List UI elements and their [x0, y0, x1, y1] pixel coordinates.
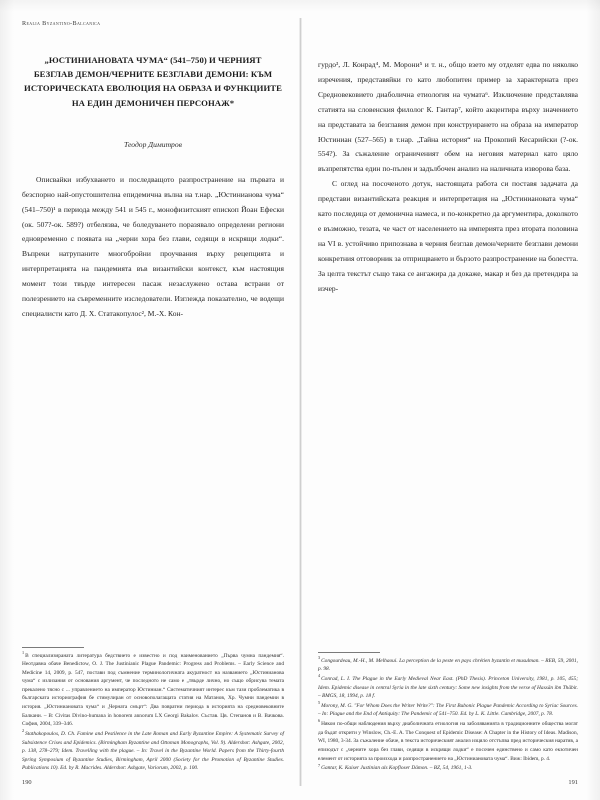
footnote-number: 3 [318, 654, 321, 660]
footnote [318, 675, 578, 701]
paragraph: гурдо³, Л. Конрад⁴, М. Морони⁵ и т. н., общо взето му отделят едва по няколко изречения, представяйки го като любопитен пример за характерната през Средновековието диаболична етиология на чумата⁶. Изключение представлява статията на словенския филолог К. Гантар⁷, който акцентира върху значението на представата за безглавия демон при конструирането на образа на император Юстиниан (527–565) в т.нар. „Тайна история“ на Прокопий Кесарийски (?-ок. 554?). За съжаление ограниченият обем на неговия материал като цяло възпрепятства един по-пълен и задълбочен анализ на наличната изворова база. [318, 60, 578, 174]
footnote [22, 730, 284, 773]
title-line-4: НА ЕДИН ДЕМОНИЧЕН ПЕРСОНАЖ* [71, 97, 235, 108]
right-footnotes-block [318, 652, 578, 790]
footnote-separator-rule [22, 647, 84, 648]
book-gutter [299, 18, 302, 786]
footnote [22, 649, 284, 729]
left-footnotes-block [22, 647, 284, 791]
left-body-text [22, 173, 284, 322]
footnote [318, 702, 578, 719]
footnote-number: 2 [22, 728, 25, 734]
footnote [318, 654, 578, 674]
article-title [22, 53, 284, 110]
footnote-number: 7 [318, 762, 321, 768]
title-line-3: ИСТОРИЧЕСКАТА ЕВОЛЮЦИЯ НА ОБРАЗА И ФУНКЦИИТЕ [24, 83, 282, 94]
footnote-text: Congourdeau, M.-H., M. Melhaoui. La perception de la peste en pays chrétien byzantin et musulman. – REB, 59, 2001, p. 98. [318, 657, 578, 673]
footnote-text: Някои по-общи наблюдения върху диаболичната етиология на заболяванията в традиционните общества могат да бъдат открити у Winslow, Ch.-E. A. The Conquest of Epidemic Disease: A Chapter in the History of Ideas. Madison, WI, 1980, 3-34. За съжаление обаче, в текста историческият анализ изцяло отстъпва пред историческия наратив, а епизодът с „черните хора без глави, седящи в искрящи лодки“ е посочен единствено и само като екзотичен елемент от историята за произхода и разпространението на „Юстиниановата чума“. Виж: Ibidem, p. 4. [318, 721, 578, 762]
footnote-number: 4 [318, 673, 321, 679]
left-footnotes [22, 649, 284, 774]
footnote-text: Stathakopoulos, D. Ch. Famine and Pestilence in the Late Roman and Early Byzantine Empire: A Systematic Survey of Subsistence Crises and Epidemics. (Birmingham Byzantine and Ottoman Monographs, Vol. 9). Aldershot: Ashgate, 2002, p. 138, 278–279; Idem. Travelling with the plague. – In: Travel in the Byzantine World. Papers from the Thirty-fourth Spring Symposium of Byzantine Studies, Birmingham, April 2000 (Society for the Promotion of Byzantine Studies. Publications 10). Ed. by R. Macrides. Aldershot: Ashgate, Variorum, 2002, p. 100. [22, 731, 284, 772]
paragraph: Описвайки избухването и последващото разпространение на първата и безспорно най-опустошителна епидемична вълна на т.нар. „Юстинианова чума“ (541–750)¹ в периода между 541 и 545 г., монофизитският епископ Йоан Ефески (ок. 507?-ок. 589?) отбелязва, че боледуването поразявало определени региони едновременно с появата на „черни хора без глави, седящи в искрящи лодки“. Въпреки натрупаните многобройни проучвания върху рецепцията и интерпретацията на пандемията във византийски контекст, към настоящия момент този твърде интересен пасаж незаслужено остава встрани от полезрението на съвременните изследователи. Изглежда показателно, че водещи специалисти като Д. Х. Статакопулос², М.-Х. Кон- [22, 174, 284, 318]
right-body-text [318, 58, 578, 297]
title-line-1: „ЮСТИНИАНОВАТА ЧУМА“ (541–750) И ЧЕРНИЯТ [44, 55, 262, 65]
footnote-separator-rule [318, 652, 380, 653]
left-page [12, 20, 300, 790]
title-line-2: БЕЗГЛАВ ДЕМОН/ЧЕРНИТЕ БЕЗГЛАВИ ДЕМОНИ: КЪМ [33, 69, 273, 80]
footnote-number: 5 [318, 700, 321, 706]
right-footnotes [318, 654, 578, 773]
footnote-text: Morony, M. G. "For Whom Does the Writer Write?": The First Bubonic Plague Pandemic According to Syriac Sources. – In: Plague and the End of Antiquity: The Pandemic of 541–750. Ed. by L. K. Little. Cambridge, 2007, p. 78. [318, 702, 578, 718]
footnote [318, 764, 578, 773]
page-number-right: 191 [568, 779, 578, 786]
footnote-number: 1 [22, 649, 25, 655]
page-number-left: 190 [22, 779, 32, 786]
footnote-text: Gantar, K. Kaiser Justinian als Kopfloser Dämon. – BZ, 54, 1961, 1-3. [321, 765, 473, 772]
footnote-text: В специализираната литература бедствието е известно и под наименованието „Първа чумна пандемия“. Неотдавна обаче Benedictow, O. J. The Justinianic Plague Pandemic: Progress and Problems. – Early Science and Medicine 14, 2009, p. 547, постави под съмнение терминологичната акуратност на названието „Юстинианова чума“ с излизания от основания аргумент, че последното не само е „твърде лично, но същo обрисува темата прекалено тясно с ... управлението на император Юстиниан.“ Систематичният интерес към тази проблематика в българската историография бе стимулиран от основополагащата статия на Матанов, Хр. Чумни пандемии в история. „Юстиниановата чума“ и „Черната смърт“: Два повратни периода в историята на средновековните Балкани. – В: Civitas Divino-humana in honorem annorum LX Georgi Bakalov. Състав. Цв. Степанов и В. Вачкова. София, 2004, 339–346. [22, 652, 284, 728]
paragraph: С оглед на посоченото дотук, настоящата работа си поставя задачата да представи византийската реакция и интерпретация на „Юстиниановата чума“ като последица от демонична намеса, и по-конкретно да аргументира, доколкото е възможно, тезата, че част от населението на империята през втората половина на VI в. устойчиво припознава в черния безглав демон/черните безглави демони конкретния отговорник за отприщването и бързото разпространение на болестта. За целта текстът също така се ангажира да докаже, макар и без да претендира за изчер- [318, 179, 578, 293]
footnote [318, 720, 578, 763]
running-head: Realia Byzantino-Balcanica [22, 20, 101, 27]
author-byline: Теодор Димитров [124, 139, 182, 149]
footnote-text: Conrad, L. I. The Plague in the Early Medieval Near East. (PhD Thesis). Princeton University, 1981, p. 105, 455; Idem. Epidemic disease in central Syria in the late sixth century: Some new insights from the verse of Hassān ibn Thābit. – BMGS, 18, 1994, p. 18 f. [318, 675, 578, 700]
right-page [300, 20, 588, 790]
footnote-number: 6 [318, 718, 321, 724]
